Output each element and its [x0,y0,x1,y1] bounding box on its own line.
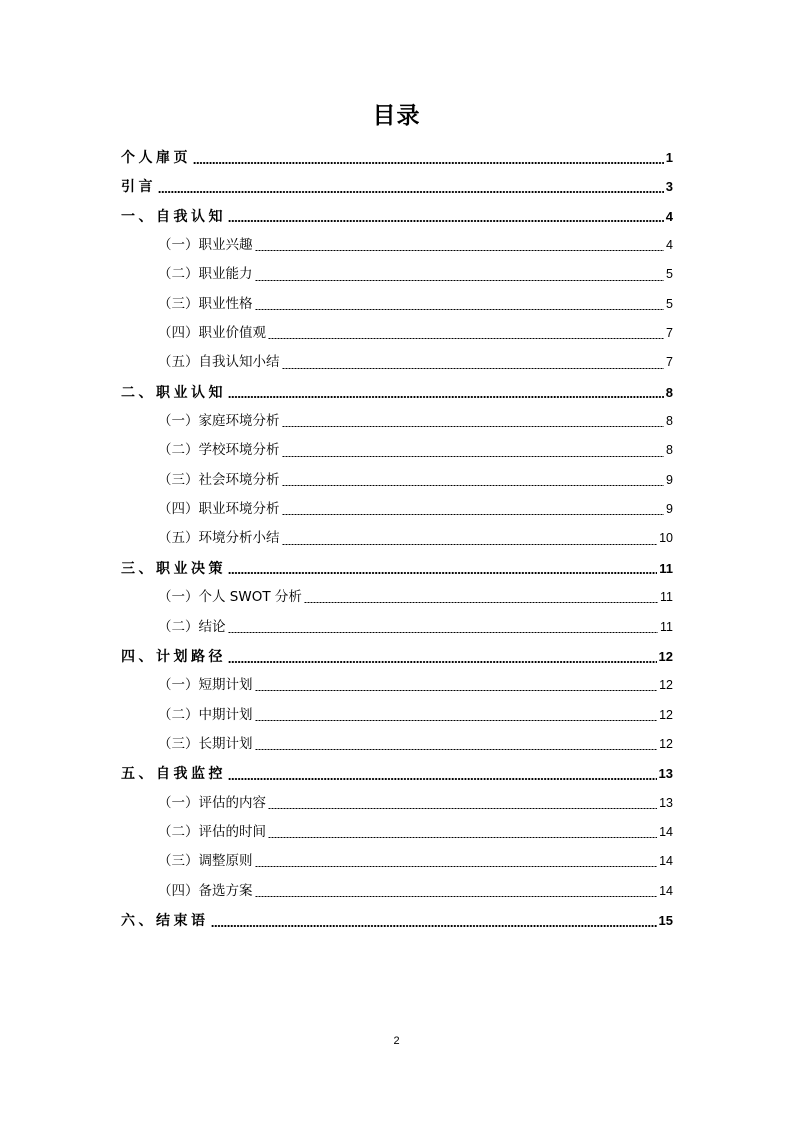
toc-entry-page-number: 14 [659,824,673,839]
toc-dot-leader [282,456,665,457]
toc-section-entry[interactable] [121,877,673,906]
toc-entry-label: （五）环境分析小结 [158,530,280,547]
toc-entry-label: （一）职业兴趣 [158,237,253,254]
toc-entry-page-number: 10 [659,531,673,546]
toc-entry-page-number: 11 [660,590,673,605]
toc-section-entry[interactable] [121,789,673,818]
toc-section-entry[interactable] [121,495,673,524]
toc-dot-leader [255,309,665,310]
toc-entry-page-number: 12 [659,678,673,693]
toc-entry-label: 六、结束语 [121,912,209,929]
toc-entry-label: （一）短期计划 [158,677,253,694]
toc-dot-leader [255,250,665,251]
toc-dot-leader [268,338,664,339]
toc-entry-page-number: 15 [658,912,673,928]
toc-dot-leader [228,572,657,574]
toc-section-entry[interactable] [121,319,673,348]
toc-entry-page-number: 13 [659,795,673,810]
toc-entry-label: （三）社会环境分析 [158,471,280,488]
toc-entry-label: （一）个人 SWOT 分析 [158,589,302,606]
toc-entry-page-number: 4 [666,238,673,253]
toc-dot-leader [158,191,664,193]
toc-entry-label: 五、自我监控 [121,766,226,783]
toc-entry-label: 四、计划路径 [121,648,226,665]
toc-section-entry[interactable] [121,730,673,759]
toc-entry-label: （二）学校环境分析 [158,442,280,459]
toc-chapter-entry[interactable] [121,378,673,407]
toc-entry-label: （四）备选方案 [158,882,253,899]
toc-entry-page-number: 3 [665,179,673,195]
toc-dot-leader [255,866,658,867]
toc-dot-leader [228,396,664,398]
toc-entry-page-number: 11 [659,560,673,576]
toc-entry-label: 引言 [121,179,156,196]
toc-chapter-entry[interactable] [121,172,673,201]
toc-chapter-entry[interactable] [121,906,673,935]
toc-section-entry[interactable] [121,407,673,436]
toc-entry-label: （二）中期计划 [158,706,253,723]
toc-section-entry[interactable] [121,583,673,612]
toc-entry-page-number: 14 [659,854,673,869]
toc-entry-page-number: 14 [659,883,673,898]
toc-entry-page-number: 12 [658,648,673,664]
toc-chapter-entry[interactable] [121,642,673,671]
toc-entry-page-number: 7 [666,326,673,341]
toc-section-entry[interactable] [121,701,673,730]
toc-entry-page-number: 9 [666,472,673,487]
toc-chapter-entry[interactable] [121,143,673,172]
toc-dot-leader [228,632,659,633]
toc-section-entry[interactable] [121,671,673,700]
toc-dot-leader [268,808,657,809]
toc-entry-page-number: 8 [666,414,673,429]
toc-section-entry[interactable] [121,436,673,465]
toc-entry-label: （三）调整原则 [158,853,253,870]
toc-chapter-entry[interactable] [121,554,673,583]
toc-entry-page-number: 1 [665,150,673,165]
toc-dot-leader [268,837,657,838]
toc-entry-label: （五）自我认知小结 [158,354,280,371]
toc-dot-leader [255,720,658,721]
toc-entry-page-number: 5 [666,296,673,311]
toc-dot-leader [282,426,665,427]
toc-entry-label: （三）长期计划 [158,735,253,752]
toc-dot-leader [282,514,665,515]
toc-dot-leader [211,925,657,927]
toc-section-entry[interactable] [121,524,673,553]
toc-section-entry[interactable] [121,290,673,319]
toc-entry-page-number: 9 [666,502,673,517]
toc-entry-page-number: 7 [666,355,673,370]
toc-entry-page-number: 11 [660,619,673,634]
toc-chapter-entry[interactable] [121,202,673,231]
toc-dot-leader [255,280,665,281]
toc-entry-page-number: 8 [666,443,673,458]
toc-entry-page-number: 4 [665,208,673,224]
toc-dot-leader [193,162,664,164]
toc-entry-label: 二、职业认知 [121,384,226,401]
table-of-contents [121,143,673,935]
toc-entry-label: （二）职业能力 [158,266,253,283]
toc-section-entry[interactable] [121,847,673,876]
page-number: 2 [393,1035,400,1047]
toc-entry-label: （一）评估的内容 [158,794,266,811]
toc-section-entry[interactable] [121,260,673,289]
toc-chapter-entry[interactable] [121,759,673,788]
page-title: 目录 [372,103,421,129]
toc-dot-leader [282,544,658,545]
toc-entry-label: （四）职业价值观 [158,325,266,342]
toc-dot-leader [228,778,657,780]
toc-dot-leader [282,368,665,369]
toc-entry-page-number: 5 [666,267,673,282]
toc-section-entry[interactable] [121,466,673,495]
toc-section-entry[interactable] [121,348,673,377]
toc-entry-label: 一、自我认知 [121,208,226,225]
toc-dot-leader [282,485,665,486]
toc-entry-page-number: 12 [659,736,673,751]
toc-section-entry[interactable] [121,613,673,642]
toc-entry-page-number: 13 [658,766,673,782]
toc-dot-leader [255,749,658,750]
toc-entry-label: 个人扉页 [121,150,191,166]
toc-entry-page-number: 12 [659,707,673,722]
toc-entry-label: （二）评估的时间 [158,823,266,840]
toc-entry-label: （四）职业环境分析 [158,501,280,518]
toc-section-entry[interactable] [121,818,673,847]
toc-entry-label: （三）职业性格 [158,295,253,312]
toc-dot-leader [255,896,658,897]
toc-dot-leader [228,220,664,222]
toc-dot-leader [228,661,657,663]
toc-entry-page-number: 8 [665,384,673,400]
toc-section-entry[interactable] [121,231,673,260]
toc-entry-label: （一）家庭环境分析 [158,413,280,430]
toc-entry-label: （二）结论 [158,618,226,635]
toc-dot-leader [255,690,658,691]
toc-entry-label: 三、职业决策 [121,560,226,577]
toc-dot-leader [304,602,658,603]
